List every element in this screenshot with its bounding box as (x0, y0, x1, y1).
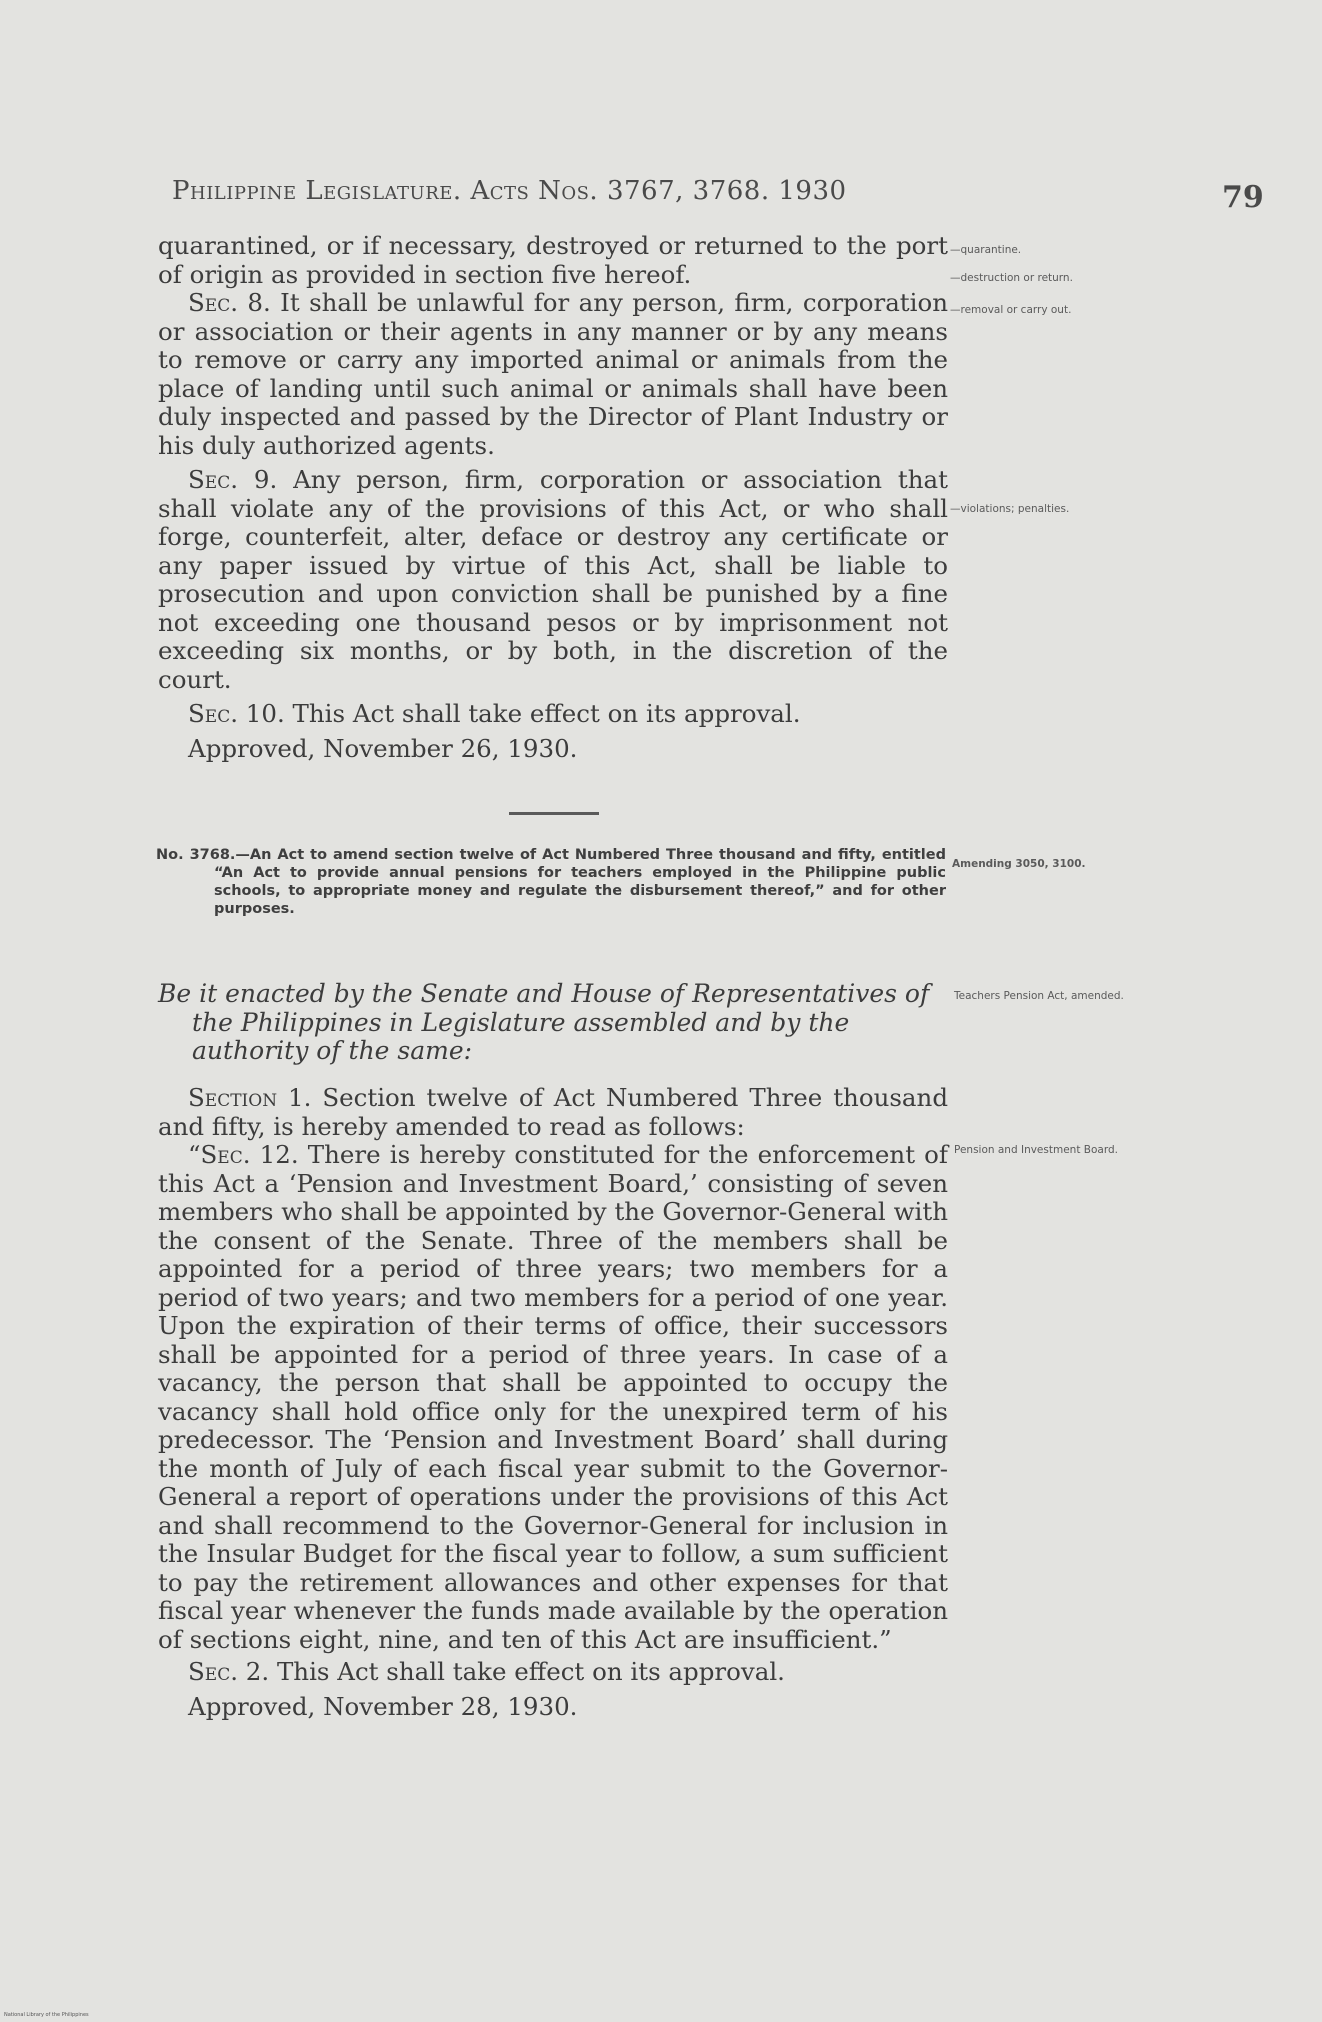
margin-note-teachers-pension: Teachers Pension Act, amended. (954, 990, 1124, 1002)
margin-note-violations: —violations; penalties. (950, 503, 1070, 515)
section-8: Sec. 8. It shall be unlawful for any person, firm, corporation or association or their agents in any manner or by any means to remove or carry any imported animal or animals from the place of landing until such animal or animals shall have been duly inspected and passed by the Director of Plant Industry or his duly authorized agents. (158, 288, 949, 460)
margin-note-quarantine: —quarantine. (950, 244, 1022, 256)
section-9: Sec. 9. Any person, firm, corporation or association that shall violate any of the provisions of this Act, or who shall forge, counterfeit, alter, deface or destroy any certificate or any paper issued by virtue of this Act, shall be liable to prosecution and upon conviction shall be punished by a fine not exceeding one thousand pesos or by imprisonment not exceeding six months, or by both, in the discretion of the court. (158, 465, 949, 694)
margin-note-removal: —removal or carry out. (950, 304, 1072, 316)
continuation-paragraph: quarantined, or if necessary, destroyed or returned to the port of origin as provided in section five hereof. (158, 231, 948, 289)
act-3768-title: No. 3768.—An Act to amend section twelve of Act Numbered Three thousand and fifty, entitled “An Act to provide annual pensions for teachers employed in the Philippine public schools, to appropriate money and regulate the disbursement thereof,” and for other purposes. (156, 847, 946, 917)
running-head: Philippine Legislature. Acts Nos. 3767, 3768. 1930 (172, 176, 847, 206)
act-3767-body (158, 232, 948, 763)
margin-note-pension-board: Pension and Investment Board. (954, 1144, 1118, 1156)
section-divider (509, 812, 599, 815)
section-1: Section 1. Section twelve of Act Numbered Three thousand and fifty, is hereby amended to read as follows: (158, 1083, 949, 1141)
enacting-clause: Be it enacted by the Senate and House of Representatives of the Philippines in Legislature assembled and by the authority of the same: (158, 979, 930, 1065)
margin-note-destruction: —destruction or return. (950, 272, 1073, 284)
approval-date: Approved, November 26, 1930. (188, 733, 578, 763)
act-3768-body (158, 1084, 948, 1721)
margin-note-amending: Amending 3050, 3100. (952, 858, 1086, 870)
section-2: Sec. 2. This Act shall take effect on its approval. (188, 1657, 785, 1686)
section-10: Sec. 10. This Act shall take effect on its approval. (188, 699, 801, 728)
section-12: “Sec. 12. There is hereby constituted for the enforcement of this Act a ‘Pension and Investment Board,’ consisting of seven members who shall be appointed by the Governor-General with the consent of the Senate. Three of the members shall be appointed for a period of three years; two members for a period of two years; and two members for a period of one year. Upon the expiration of their terms of office, their successors shall be appointed for a period of three years. In case of a vacancy, the person that shall be appointed to occupy the vacancy shall hold office only for the unexpired term of his predecessor. The ‘Pension and Investment Board’ shall during the month of July of each fiscal year submit to the Governor-General a report of operations under the provisions of this Act and shall recommend to the Governor-General for inclusion in the Insular Budget for the fiscal year to follow, a sum sufficient to pay the retirement allowances and other expenses for that fiscal year whenever the funds made available by the operation of sections eight, nine, and ten of this Act are insufficient.” (158, 1140, 948, 1654)
scan-footer: National Library of the Philippines (4, 2012, 89, 2018)
page-number: 79 (1222, 180, 1264, 215)
approval-date: Approved, November 28, 1930. (188, 1691, 578, 1721)
